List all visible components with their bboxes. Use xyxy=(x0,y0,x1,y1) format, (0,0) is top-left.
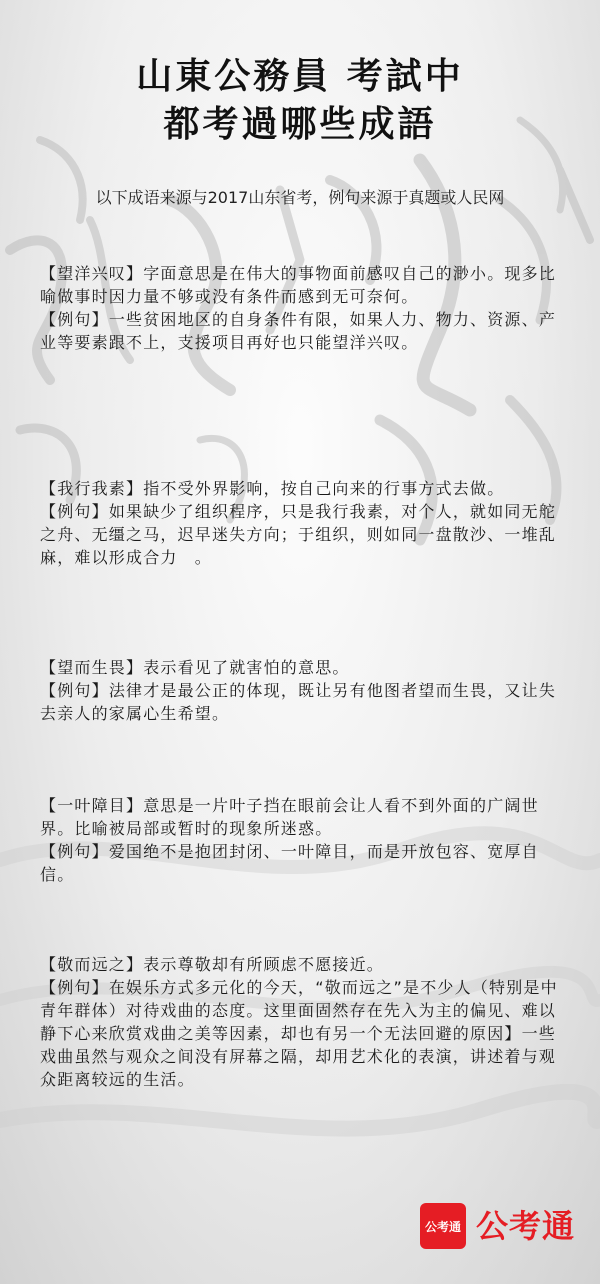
example-tag: 【例句】 xyxy=(40,978,109,997)
example-tag: 【例句】 xyxy=(40,502,109,521)
idiom-entry xyxy=(40,262,564,354)
idiom-entry xyxy=(40,794,564,886)
idiom-definition xyxy=(40,794,564,840)
example-tag: 【例句】 xyxy=(40,842,109,861)
logo-brand-text: 公考通 xyxy=(476,1207,576,1245)
example-tag: 【例句】 xyxy=(40,681,109,700)
idiom-example xyxy=(40,308,564,354)
page-title xyxy=(0,52,600,148)
idiom-example xyxy=(40,679,564,725)
example-text: 如果缺少了组织程序，只是我行我素，对个人，就如同无舵之舟、无缰之马，迟早迷失方向；于组织，则如同一盘散沙、一堆乱麻，难以形成合力 。 xyxy=(40,502,557,567)
example-text: 一些贫困地区的自身条件有限，如果人力、物力、资源、产业等要素跟不上，支援项目再好也只能望洋兴叹。 xyxy=(40,310,557,352)
idiom-meaning: 意思是一片叶子挡在眼前会让人看不到外面的广阔世界。比喻被局部或暂时的现象所迷惑。 xyxy=(40,796,539,838)
idiom-term: 【望而生畏】 xyxy=(40,658,144,677)
idiom-definition xyxy=(40,953,564,976)
idiom-definition xyxy=(40,656,564,679)
idiom-meaning: 表示尊敬却有所顾虑不愿接近。 xyxy=(143,955,385,974)
idiom-meaning: 字面意思是在伟大的事物面前感叹自己的渺小。现多比喻做事时因力量不够或没有条件而感到无可奈何。 xyxy=(40,264,557,306)
idiom-definition xyxy=(40,477,564,500)
title-line-2: 都考過哪些成語 xyxy=(163,103,437,145)
idiom-example xyxy=(40,976,564,1091)
logo-badge-icon: 公考通 xyxy=(420,1203,466,1249)
idiom-definition xyxy=(40,262,564,308)
idiom-term: 【望洋兴叹】 xyxy=(40,264,144,283)
idiom-entry xyxy=(40,656,564,725)
title-line-1: 山東公務員 考試中 xyxy=(136,55,464,97)
idiom-example xyxy=(40,500,564,569)
example-text: 爱国绝不是抱团封闭、一叶障目，而是开放包容、宽厚自信。 xyxy=(40,842,539,884)
idiom-meaning: 指不受外界影响，按自己向来的行事方式去做。 xyxy=(143,479,505,498)
idiom-meaning: 表示看见了就害怕的意思。 xyxy=(143,658,350,677)
example-tag: 【例句】 xyxy=(40,310,109,329)
idiom-term: 【敬而远之】 xyxy=(40,955,144,974)
idiom-example xyxy=(40,840,564,886)
idiom-term: 【一叶障目】 xyxy=(40,796,144,815)
example-text: 在娱乐方式多元化的今天，“敬而远之”是不少人（特别是中青年群体）对待戏曲的态度。这里面固然存在先入为主的偏见、难以静下心来欣赏戏曲之美等因素，却也有另一个无法回避的原因】一些戏曲虽然与观众之间没有屏幕之隔，却用艺术化的表演，讲述着与观众距离较远的生活。 xyxy=(40,978,558,1089)
example-text: 法律才是最公正的体现，既让另有他图者望而生畏，又让失去亲人的家属心生希望。 xyxy=(40,681,557,723)
idiom-term: 【我行我素】 xyxy=(40,479,144,498)
idiom-entry xyxy=(40,953,564,1091)
idiom-entry xyxy=(40,477,564,569)
brand-logo xyxy=(420,1203,575,1249)
subtitle: 以下成语来源与2017山东省考，例句来源于真题或人民网 xyxy=(95,188,505,207)
